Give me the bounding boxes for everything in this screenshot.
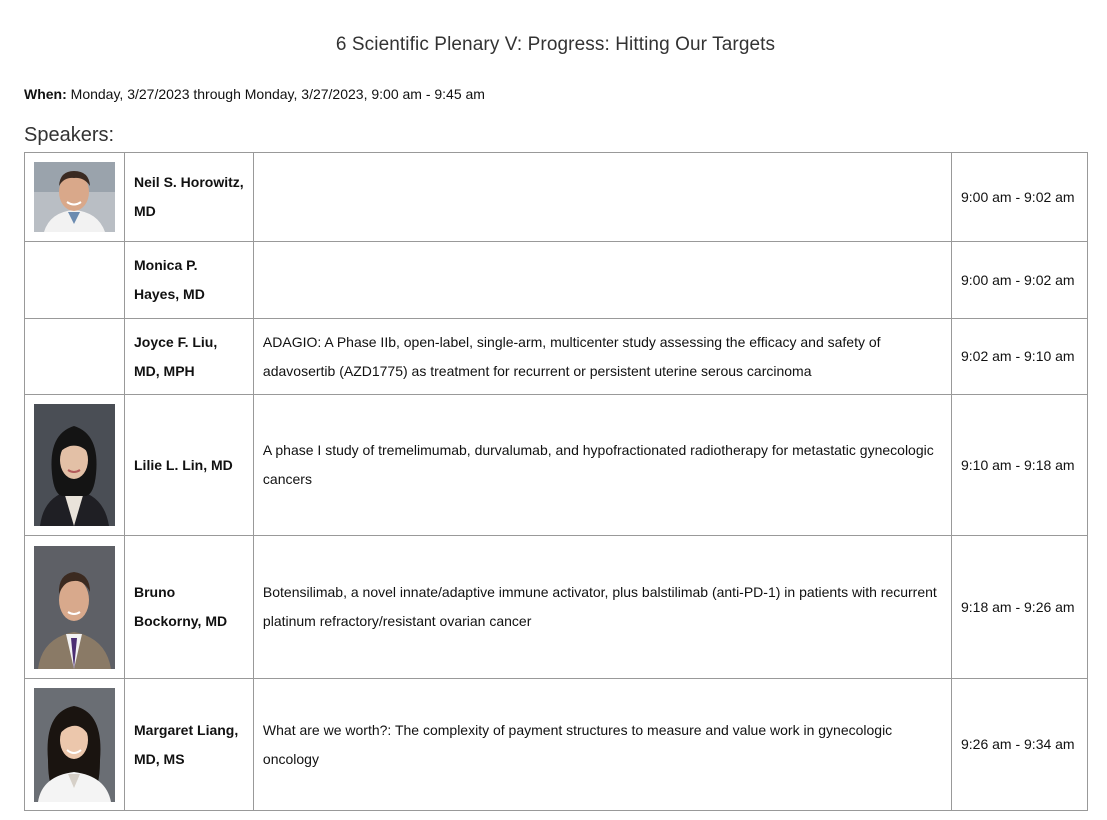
session-title: 6 Scientific Plenary V: Progress: Hitting Our Targets [335,34,776,55]
speaker-talk: A phase I study of tremelimumab, durvalumab, and hypofractionated radiotherapy for metastatic gynecologic cancers [253,395,951,536]
speaker-talk: ADAGIO: A Phase IIb, open-label, single-arm, multicenter study assessing the efficacy and safety of adavosertib (AZD1775) as treatment for recurrent or persistent uterine serous carcinoma [253,319,951,395]
when-value: Monday, 3/27/2023 through Monday, 3/27/2023, 9:00 am - 9:45 am [70,86,485,102]
speaker-time: 9:00 am - 9:02 am [951,153,1087,242]
speaker-photo-cell [25,153,125,242]
speaker-talk: Botensilimab, a novel innate/adaptive immune activator, plus balstilimab (anti-PD-1) in patients with recurrent platinum refractory/resistant ovarian cancer [253,536,951,679]
speaker-row [25,536,1088,679]
speaker-photo-cell [25,242,125,319]
when-label: When: [24,86,67,102]
speaker-name[interactable]: Monica P. Hayes, MD [125,242,254,319]
speaker-row [25,319,1088,395]
speaker-photo-cell [25,679,125,811]
speaker-row [25,395,1088,536]
speaker-row [25,679,1088,811]
speaker-talk [253,153,951,242]
speaker-talk: What are we worth?: The complexity of payment structures to measure and value work in gynecologic oncology [253,679,951,811]
speaker-photo [34,162,115,232]
speakers-table [24,152,1088,811]
speaker-time: 9:00 am - 9:02 am [951,242,1087,319]
speaker-photo-cell [25,536,125,679]
speaker-photo [34,546,115,669]
speaker-photo-cell [25,395,125,536]
speaker-photo [34,688,115,802]
speaker-name[interactable]: Joyce F. Liu, MD, MPH [125,319,254,395]
speaker-row [25,242,1088,319]
speaker-name[interactable]: Bruno Bockorny, MD [125,536,254,679]
session-when [24,86,485,102]
speaker-time: 9:02 am - 9:10 am [951,319,1087,395]
speakers-heading: Speakers: [24,124,115,146]
speaker-time: 9:18 am - 9:26 am [951,536,1087,679]
speaker-name[interactable]: Lilie L. Lin, MD [125,395,254,536]
speaker-name[interactable]: Neil S. Horowitz, MD [125,153,254,242]
speaker-row [25,153,1088,242]
speaker-photo [34,404,115,526]
speaker-talk [253,242,951,319]
speaker-time: 9:10 am - 9:18 am [951,395,1087,536]
speaker-name[interactable]: Margaret Liang, MD, MS [125,679,254,811]
speaker-time: 9:26 am - 9:34 am [951,679,1087,811]
speaker-photo-cell [25,319,125,395]
